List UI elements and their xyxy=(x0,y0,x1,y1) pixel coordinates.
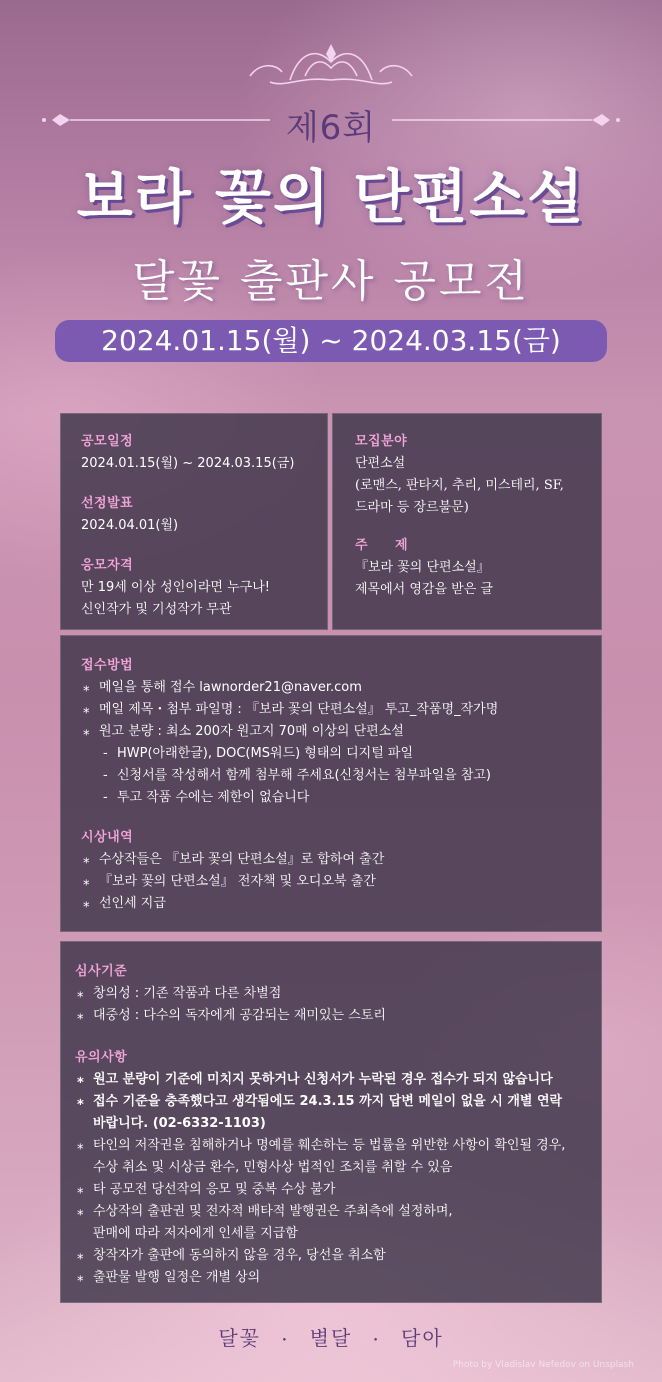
list-item: ⁎ 『보라 꽃의 단편소설』 전자책 및 오디오북 출간 xyxy=(81,871,591,893)
list-item: ⁎ 메일 제목・첨부 파일명 : 『보라 꽃의 단편소설』 투고_작품명_작가명 xyxy=(81,699,591,721)
contest-period-banner: 2024.01.15(월) ~ 2024.03.15(금) xyxy=(55,320,607,362)
logo-separator: ・ xyxy=(368,1333,385,1349)
list-item: ⁎ 타인의 저작권을 침해하거나 명예를 훼손하는 등 법률을 위반한 사항이 확인될 경우, xyxy=(75,1135,597,1157)
list-item: ⁎ 타 공모전 당선작의 응모 및 중복 수상 불가 xyxy=(75,1179,597,1201)
edition-label: 제6회 xyxy=(285,108,377,148)
list-item: ⁎ 창작자가 출판에 동의하지 않을 경우, 당선을 취소함 xyxy=(75,1245,597,1267)
logo-byeoldal: 별달 xyxy=(309,1326,353,1350)
submission-section xyxy=(81,654,591,809)
criteria-section xyxy=(75,960,595,1027)
list-subitem: - HWP(아래한글), DOC(MS워드) 형태의 디지털 파일 xyxy=(81,743,591,765)
list-subitem: - 신청서를 작성해서 함께 첨부해 주세요(신청서는 첨부파일을 참고) xyxy=(81,765,591,787)
list-item-continued xyxy=(75,1157,597,1179)
logo-separator: ・ xyxy=(277,1333,294,1349)
eligibility-heading: 응모자격 xyxy=(81,558,134,573)
schedule-value: 2024.01.15(월) ~ 2024.03.15(금) xyxy=(81,456,295,471)
notes-section xyxy=(75,1046,597,1289)
criteria-panel xyxy=(60,941,602,1303)
list-item: ⁎ 창의성 : 기존 작품과 다른 차별점 xyxy=(75,983,595,1005)
category-heading: 모집분야 xyxy=(355,434,408,449)
list-item: ⁎ 대중성 : 다수의 독자에게 공감되는 재미있는 스토리 xyxy=(75,1005,595,1027)
schedule-heading: 공모일정 xyxy=(81,434,134,449)
list-item: ⁎ 접수 기준을 충족했다고 생각됨에도 24.3.15 까지 답변 메일이 없을 시 개별 연락 xyxy=(75,1091,597,1113)
contest-subtitle: 달꽃 출판사 공모전 xyxy=(131,256,530,307)
list-item: ⁎ 원고 분량이 기준에 미치지 못하거나 신청서가 누락된 경우 접수가 되지 않습니다 xyxy=(75,1069,597,1091)
eligibility-section xyxy=(81,554,270,621)
category-line: 드라마 등 장르불문) xyxy=(355,500,469,515)
schedule-section xyxy=(81,430,294,475)
list-subitem: - 투고 작품 수에는 제한이 없습니다 xyxy=(81,787,591,809)
logo-dama: 담아 xyxy=(401,1326,444,1350)
list-item-continued xyxy=(75,1113,597,1135)
photo-credit: Photo by Vladislav Nefedov on Unsplash xyxy=(452,1360,634,1370)
awards-heading: 시상내역 xyxy=(81,830,134,845)
announce-heading: 선정발표 xyxy=(81,496,134,511)
info-panel-right xyxy=(332,413,602,630)
awards-list xyxy=(81,849,591,915)
theme-line: 『보라 꽃의 단편소설』 xyxy=(355,560,490,575)
list-item: ⁎ 선인세 지급 xyxy=(81,893,591,915)
notes-list xyxy=(75,1069,597,1289)
list-item-continued xyxy=(75,1223,597,1245)
publisher-logos xyxy=(0,1322,662,1351)
category-section xyxy=(355,430,564,519)
announce-value: 2024.04.01(월) xyxy=(81,518,179,533)
criteria-list xyxy=(75,983,595,1027)
list-item: ⁎ 출판물 발행 일정은 개별 상의 xyxy=(75,1267,597,1289)
announce-section xyxy=(81,492,178,537)
list-continuation: 수상 취소 및 시상금 환수, 민형사상 법적인 조치를 취할 수 있음 xyxy=(93,1160,453,1175)
poster-header xyxy=(0,0,662,400)
awards-section xyxy=(81,826,591,915)
list-item: ⁎ 수상작들은 『보라 꽃의 단편소설』로 합하여 출간 xyxy=(81,849,591,871)
category-line: 단편소설 xyxy=(355,456,406,471)
list-item: ⁎ 원고 분량 : 최소 200자 원고지 70매 이상의 단편소설 xyxy=(81,721,591,743)
criteria-heading: 심사기준 xyxy=(75,964,128,979)
info-panel-left xyxy=(60,413,328,630)
submission-list xyxy=(81,677,591,809)
logo-dalkkot: 달꽃 xyxy=(218,1326,261,1350)
theme-line: 제목에서 영감을 받은 글 xyxy=(355,582,493,597)
submission-panel xyxy=(60,635,602,932)
theme-heading: 주 제 xyxy=(355,538,409,553)
theme-section xyxy=(355,534,493,601)
list-continuation: 판매에 따라 저자에게 인세를 지급함 xyxy=(93,1226,298,1241)
category-line: (로맨스, 판타지, 추리, 미스테리, SF, xyxy=(355,478,564,493)
list-continuation: 바랍니다. (02-6332-1103) xyxy=(93,1116,266,1131)
list-item: ⁎ 메일을 통해 접수 lawnorder21@naver.com xyxy=(81,677,591,699)
contest-title: 보라 꽃의 단편소설 xyxy=(76,163,586,231)
notes-heading: 유의사항 xyxy=(75,1050,128,1065)
list-item: ⁎ 수상작의 출판권 및 전자적 배타적 발행권은 주최측에 설정하며, xyxy=(75,1201,597,1223)
eligibility-line: 만 19세 이상 성인이라면 누구나! xyxy=(81,580,270,595)
eligibility-line: 신인작가 및 기성작가 무관 xyxy=(81,602,232,617)
submission-heading: 접수방법 xyxy=(81,658,134,673)
